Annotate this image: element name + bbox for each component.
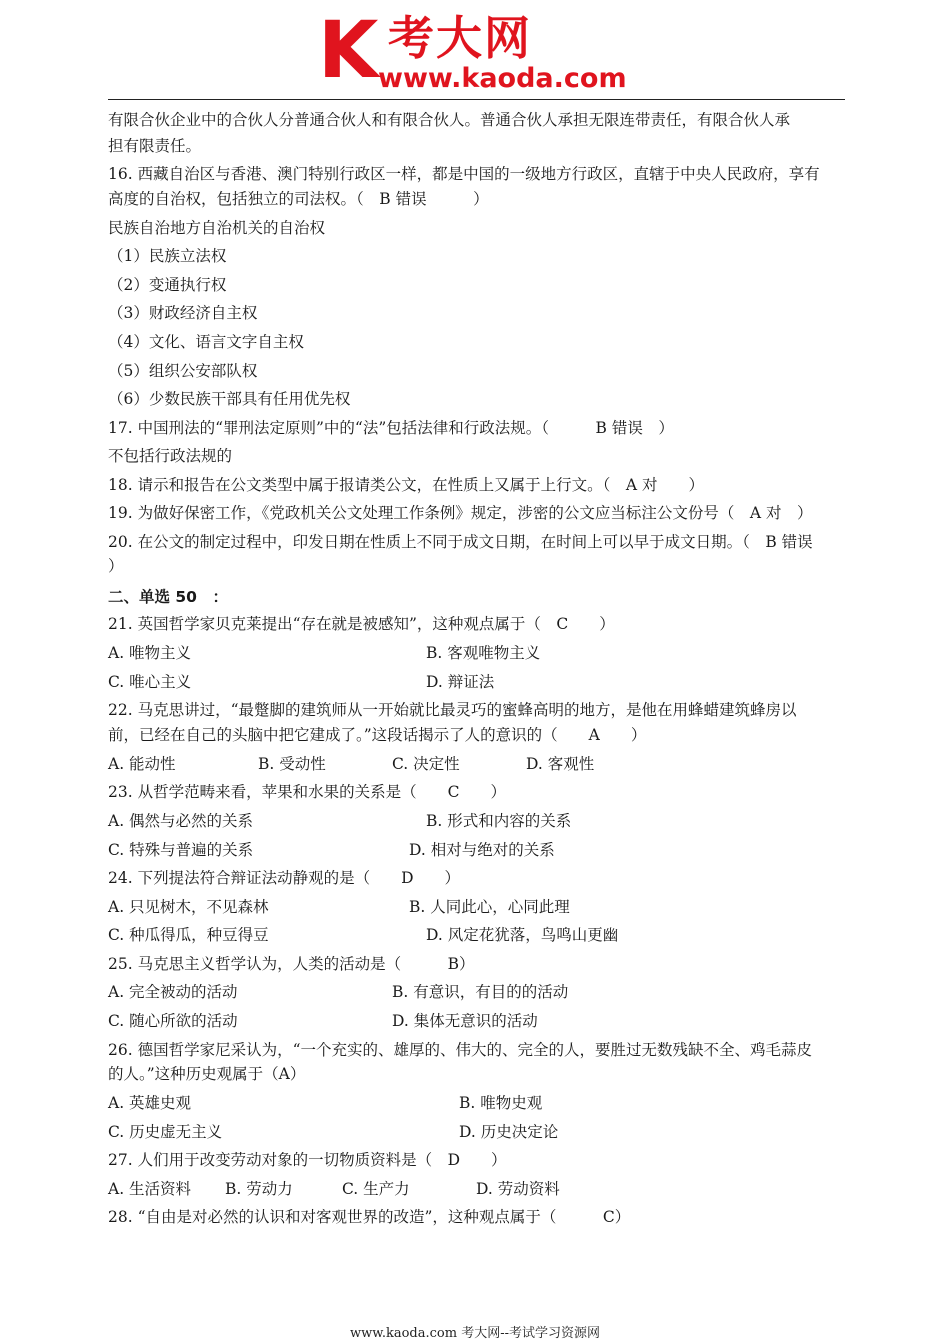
header-divider [108,99,845,100]
logo-chinese-name: 考大网 [388,11,532,65]
section-heading: 二、单选 50 ： [108,588,228,606]
question-26: 26. 德国哲学家尼采认为，“一个充实的、雄厚的、伟大的、完全的人，要胜过无数残缺不全、鸡毛蒜皮 [108,1041,813,1059]
autonomy-title: 民族自治地方自治机关的自治权 [108,219,326,237]
question-27: 27. 人们用于改变劳动对象的一切物质资料是（ D ） [108,1151,507,1169]
option-a: A. 生活资料 [108,1180,192,1198]
autonomy-item: （2）变通执行权 [108,276,227,294]
autonomy-item: （5）组织公安部队权 [108,362,258,380]
autonomy-item: （6）少数民族干部具有任用优先权 [108,390,351,408]
option-c: C. 唯心主义 [108,673,192,691]
option-d: D. 相对与绝对的关系 [409,841,555,859]
option-c: C. 随心所欲的活动 [108,1012,238,1030]
question-26-cont: 的人。”这种历史观属于（A） [108,1065,306,1083]
option-a: A. 唯物主义 [108,644,192,662]
question-17-note: 不包括行政法规的 [108,447,233,465]
option-b: B. 唯物史观 [459,1094,543,1112]
question-20: 20. 在公文的制定过程中，印发日期在性质上不同于成文日期，在时间上可以早于成文日期。（ B 错误 [108,533,813,551]
option-a: A. 英雄史观 [108,1094,192,1112]
question-23: 23. 从哲学范畴来看，苹果和水果的关系是（ C ） [108,783,506,801]
option-b: B. 形式和内容的关系 [426,812,572,830]
option-c: C. 种瓜得瓜，种豆得豆 [108,926,269,944]
autonomy-item: （3）财政经济自主权 [108,304,258,322]
question-22: 22. 马克思讲过，“最蹩脚的建筑师从一开始就比最灵巧的蜜蜂高明的地方，是他在用蜂蜡建筑蜂房以 [108,701,797,719]
option-b: B. 受动性 [258,755,326,773]
page-footer: www.kaoda.com 考大网--考试学习资源网 [350,1326,600,1341]
option-d: D. 客观性 [526,755,595,773]
question-16-cont: 高度的自治权，包括独立的司法权。（ B 错误 ） [108,190,489,208]
option-d: D. 历史决定论 [459,1123,559,1141]
logo-k-mark: K [318,6,377,96]
question-17: 17. 中国刑法的“罪刑法定原则”中的“法”包括法律和行政法规。（ B 错误 ） [108,419,674,437]
option-d: D. 劳动资料 [476,1180,560,1198]
question-25: 25. 马克思主义哲学认为，人类的活动是（ B） [108,955,475,973]
question-22-cont: 前，已经在自己的头脑中把它建成了。”这段话揭示了人的意识的（ A ） [108,726,647,744]
question-24: 24. 下列提法符合辩证法动静观的是（ D ） [108,869,461,887]
text-line: 担有限责任。 [108,137,202,155]
text-line: 有限合伙企业中的合伙人分普通合伙人和有限合伙人。普通合伙人承担无限连带责任，有限合伙人承 [108,111,791,129]
question-21: 21. 英国哲学家贝克莱提出“存在就是被感知”，这种观点属于（ C ） [108,615,615,633]
logo-url: www.kaoda.com [378,63,627,94]
question-28: 28. “自由是对必然的认识和对客观世界的改造”，这种观点属于（ C） [108,1208,631,1226]
option-c: C. 历史虚无主义 [108,1123,223,1141]
option-d: D. 集体无意识的活动 [392,1012,538,1030]
question-16: 16. 西藏自治区与香港、澳门特别行政区一样，都是中国的一级地方行政区，直辖于中央人民政府，享有 [108,165,820,183]
option-a: A. 只见树木，不见森林 [108,898,269,916]
option-d: D. 风定花犹落，鸟鸣山更幽 [426,926,619,944]
option-b: B. 劳动力 [225,1180,293,1198]
option-a: A. 偶然与必然的关系 [108,812,254,830]
option-c: C. 生产力 [342,1180,410,1198]
option-a: A. 完全被动的活动 [108,983,238,1001]
kaoda-logo [318,6,648,96]
autonomy-item: （1）民族立法权 [108,247,227,265]
question-20-cont: ） [108,557,124,575]
option-c: C. 特殊与普遍的关系 [108,841,254,859]
option-b: B. 人同此心，心同此理 [409,898,570,916]
autonomy-item: （4）文化、语言文字自主权 [108,333,304,351]
question-19: 19. 为做好保密工作，《党政机关公文处理工作条例》规定，涉密的公文应当标注公文份号（ A 对 ） [108,504,813,522]
option-c: C. 决定性 [392,755,460,773]
option-a: A. 能动性 [108,755,176,773]
option-d: D. 辩证法 [426,673,495,691]
option-b: B. 客观唯物主义 [426,644,541,662]
option-b: B. 有意识，有目的的活动 [392,983,569,1001]
question-18: 18. 请示和报告在公文类型中属于报请类公文，在性质上又属于上行文。（ A 对 ） [108,476,704,494]
